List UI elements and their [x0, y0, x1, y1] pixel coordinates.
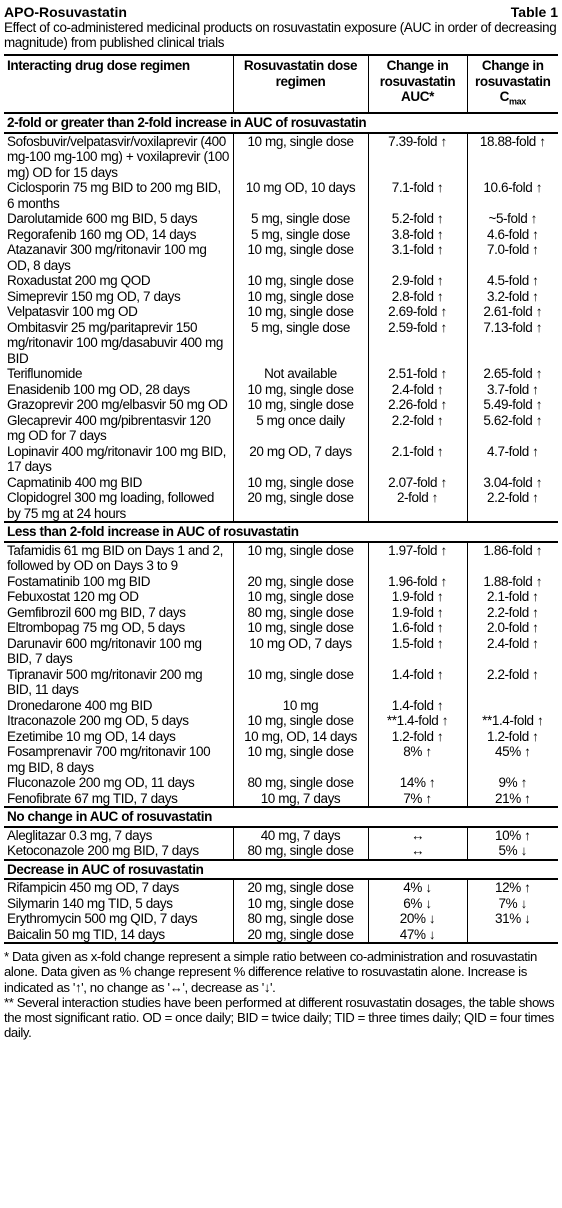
cell-auc-change: 7.39-fold ↑ — [368, 133, 467, 181]
table-row — [4, 211, 558, 227]
cell-cmax-change: 1.88-fold ↑ — [467, 574, 558, 590]
cell-cmax-change: 18.88-fold ↑ — [467, 133, 558, 181]
cell-cmax-change: 2.2-fold ↑ — [467, 605, 558, 621]
table-row — [4, 320, 558, 367]
cell-auc-change: 1.9-fold ↑ — [368, 589, 467, 605]
cell-rosuvastatin-dose: 5 mg, single dose — [233, 211, 368, 227]
table-row — [4, 273, 558, 289]
table-row — [4, 775, 558, 791]
footnotes — [4, 949, 558, 1040]
cell-auc-change: 8% ↑ — [368, 744, 467, 775]
table-row — [4, 242, 558, 273]
cell-drug-regimen: Roxadustat 200 mg QOD — [7, 273, 151, 289]
table-header-row — [4, 55, 558, 113]
cell-rosuvastatin-dose: 10 mg, single dose — [233, 382, 368, 398]
cell-rosuvastatin-dose: 10 mg, 7 days — [233, 791, 368, 808]
cell-cmax-change: 2.2-fold ↑ — [467, 667, 558, 698]
cell-drug-regimen: Gemfibrozil 600 mg BID, 7 days — [7, 604, 186, 620]
cell-cmax-change: 31% ↓ — [467, 911, 558, 927]
cell-drug-regimen: Grazoprevir 200 mg/elbasvir 50 mg OD — [7, 397, 228, 413]
cell-auc-change: 2.07-fold ↑ — [368, 475, 467, 491]
cell-rosuvastatin-dose: 10 mg, single dose — [233, 744, 368, 775]
cell-drug-regimen: Aleglitazar 0.3 mg, 7 days — [7, 827, 152, 843]
table-row — [4, 827, 558, 844]
cell-drug-regimen: Atazanavir 300 mg/ritonavir 100 mg OD, 8 days — [7, 242, 207, 273]
cell-rosuvastatin-dose: 10 mg, single dose — [233, 896, 368, 912]
cell-cmax-change: ~5-fold ↑ — [467, 211, 558, 227]
cell-auc-change: 7.1-fold ↑ — [368, 180, 467, 211]
table-row — [4, 589, 558, 605]
table-row — [4, 911, 558, 927]
cell-auc-change: 2-fold ↑ — [368, 490, 467, 522]
interaction-table — [4, 54, 558, 944]
cell-auc-change: 2.59-fold ↑ — [368, 320, 467, 367]
cell-cmax-change: 4.5-fold ↑ — [467, 273, 558, 289]
cmax-header-subscript: max — [509, 96, 526, 107]
table-row — [4, 180, 558, 211]
cell-rosuvastatin-dose: 5 mg, single dose — [233, 320, 368, 367]
document-title: APO-Rosuvastatin — [4, 4, 127, 20]
cell-cmax-change: 2.0-fold ↑ — [467, 620, 558, 636]
section-title: 2-fold or greater than 2-fold increase in AUC of rosuvastatin — [4, 113, 558, 133]
table-row — [4, 927, 558, 944]
cell-rosuvastatin-dose: 10 mg, single dose — [233, 242, 368, 273]
cell-rosuvastatin-dose: 10 mg, single dose — [233, 397, 368, 413]
cell-cmax-change: 3.2-fold ↑ — [467, 289, 558, 305]
cell-cmax-change: 12% ↑ — [467, 879, 558, 896]
cell-auc-change: 3.8-fold ↑ — [368, 227, 467, 243]
section-header-row — [4, 522, 558, 542]
cell-drug-regimen: Teriflunomide — [7, 366, 83, 382]
cell-rosuvastatin-dose: 40 mg, 7 days — [233, 827, 368, 844]
cell-drug-regimen: Clopidogrel 300 mg loading, followed by 75 mg at 24 hours — [7, 490, 214, 521]
cell-drug-regimen: Tafamidis 61 mg BID on Days 1 and 2, followed by OD on Days 3 to 9 — [7, 542, 223, 574]
table-row — [4, 289, 558, 305]
cell-auc-change: 2.2-fold ↑ — [368, 413, 467, 444]
section-title: Decrease in AUC of rosuvastatin — [4, 860, 558, 880]
cell-rosuvastatin-dose: 80 mg, single dose — [233, 775, 368, 791]
cell-rosuvastatin-dose: 10 mg OD, 7 days — [233, 636, 368, 667]
cell-rosuvastatin-dose: 10 mg — [233, 698, 368, 714]
cell-drug-regimen: Fenofibrate 67 mg TID, 7 days — [7, 790, 178, 806]
cell-drug-regimen: Simeprevir 150 mg OD, 7 days — [7, 288, 181, 304]
cell-drug-regimen: Itraconazole 200 mg OD, 5 days — [7, 713, 189, 729]
col-header-auc-change: Change in rosuvastatin AUC* — [368, 55, 467, 113]
cell-cmax-change: 21% ↑ — [467, 791, 558, 808]
cell-auc-change: 1.5-fold ↑ — [368, 636, 467, 667]
cell-auc-change: 20% ↓ — [368, 911, 467, 927]
cell-cmax-change: 5% ↓ — [467, 843, 558, 860]
cell-rosuvastatin-dose: 10 mg, single dose — [233, 542, 368, 574]
cell-drug-regimen: Fluconazole 200 mg OD, 11 days — [7, 775, 195, 791]
cell-rosuvastatin-dose: 10 mg OD, 10 days — [233, 180, 368, 211]
table-row — [4, 605, 558, 621]
footnote: * Data given as x-fold change represent a simple ratio between co-administration and rosuvastatin alone. Data given as % change represent % difference relative to rosuvastatin alone. Increase is indicated as '↑', no change as '↔', decrease as '↓'. — [4, 949, 537, 995]
cell-auc-change: 1.2-fold ↑ — [368, 729, 467, 745]
cell-auc-change: 7% ↑ — [368, 791, 467, 808]
table-row — [4, 382, 558, 398]
cell-rosuvastatin-dose: 80 mg, single dose — [233, 843, 368, 860]
cell-drug-regimen: Capmatinib 400 mg BID — [7, 474, 142, 490]
cell-drug-regimen: Dronedarone 400 mg BID — [7, 697, 153, 713]
cell-rosuvastatin-dose: 80 mg, single dose — [233, 605, 368, 621]
table-row — [4, 744, 558, 775]
table-row — [4, 791, 558, 808]
section-title: No change in AUC of rosuvastatin — [4, 807, 558, 827]
cell-auc-change: 2.8-fold ↑ — [368, 289, 467, 305]
cell-auc-change: 3.1-fold ↑ — [368, 242, 467, 273]
cell-drug-regimen: Glecaprevir 400 mg/pibrentasvir 120 mg OD for 7 days — [7, 412, 211, 444]
table-row — [4, 413, 558, 444]
cell-drug-regimen: Ezetimibe 10 mg OD, 14 days — [7, 728, 176, 744]
cell-cmax-change — [467, 698, 558, 714]
cell-auc-change: 2.4-fold ↑ — [368, 382, 467, 398]
cell-rosuvastatin-dose: 10 mg, OD, 14 days — [233, 729, 368, 745]
cmax-header-text: Change in rosuvastatin C — [475, 58, 551, 104]
cell-drug-regimen: Febuxostat 120 mg OD — [7, 589, 139, 605]
table-row — [4, 843, 558, 860]
cell-cmax-change: 2.61-fold ↑ — [467, 304, 558, 320]
table-label: Table 1 — [510, 4, 558, 20]
cell-rosuvastatin-dose: 20 mg OD, 7 days — [233, 444, 368, 475]
cell-cmax-change: 3.7-fold ↑ — [467, 382, 558, 398]
cell-cmax-change: 4.6-fold ↑ — [467, 227, 558, 243]
cell-rosuvastatin-dose: 10 mg, single dose — [233, 304, 368, 320]
cell-drug-regimen: Ketoconazole 200 mg BID, 7 days — [7, 843, 199, 859]
document-header — [4, 4, 558, 20]
cell-drug-regimen: Velpatasvir 100 mg OD — [7, 304, 138, 320]
cell-drug-regimen: Fostamatinib 100 mg BID — [7, 573, 151, 589]
cell-auc-change: 2.9-fold ↑ — [368, 273, 467, 289]
cell-drug-regimen: Ombitasvir 25 mg/paritaprevir 150 mg/ritonavir 100 mg/dasabuvir 400 mg BID — [7, 319, 223, 366]
cell-auc-change: **1.4-fold ↑ — [368, 713, 467, 729]
table-row — [4, 636, 558, 667]
footnote: ** Several interaction studies have been performed at different rosuvastatin dosages, the table shows the most significant ratio. OD = once daily; BID = twice daily; TID = three times daily; QID = four times daily. — [4, 994, 555, 1041]
table-row — [4, 713, 558, 729]
cell-rosuvastatin-dose: 10 mg, single dose — [233, 713, 368, 729]
cell-rosuvastatin-dose: 10 mg, single dose — [233, 475, 368, 491]
cell-drug-regimen: Baicalin 50 mg TID, 14 days — [7, 926, 165, 942]
col-header-cmax-change — [467, 55, 558, 113]
table-row — [4, 490, 558, 522]
cell-auc-change: 2.26-fold ↑ — [368, 397, 467, 413]
col-header-rosuvastatin-dose: Rosuvastatin dose regimen — [233, 55, 368, 113]
cell-drug-regimen: Eltrombopag 75 mg OD, 5 days — [7, 620, 185, 636]
table-row — [4, 896, 558, 912]
cell-drug-regimen: Sofosbuvir/velpatasvir/voxilaprevir (400 mg-100 mg-100 mg) + voxilaprevir (100 mg) OD for 15 days — [7, 133, 229, 180]
cell-cmax-change: 7.13-fold ↑ — [467, 320, 558, 367]
table-row — [4, 475, 558, 491]
cell-cmax-change: **1.4-fold ↑ — [467, 713, 558, 729]
cell-drug-regimen: Fosamprenavir 700 mg/ritonavir 100 mg BID, 8 days — [7, 744, 211, 775]
cell-auc-change: 2.69-fold ↑ — [368, 304, 467, 320]
table-row — [4, 227, 558, 243]
cell-auc-change: ↔ — [368, 827, 467, 844]
cell-rosuvastatin-dose: 20 mg, single dose — [233, 490, 368, 522]
table-row — [4, 542, 558, 574]
cell-auc-change: 1.6-fold ↑ — [368, 620, 467, 636]
cell-cmax-change: 7% ↓ — [467, 896, 558, 912]
table-row — [4, 620, 558, 636]
cell-auc-change: 1.9-fold ↑ — [368, 605, 467, 621]
cell-cmax-change: 7.0-fold ↑ — [467, 242, 558, 273]
cell-auc-change: ↔ — [368, 843, 467, 860]
cell-auc-change: 14% ↑ — [368, 775, 467, 791]
cell-rosuvastatin-dose: 5 mg, single dose — [233, 227, 368, 243]
table-row — [4, 667, 558, 698]
cell-cmax-change: 2.2-fold ↑ — [467, 490, 558, 522]
col-header-drug: Interacting drug dose regimen — [4, 55, 233, 113]
cell-cmax-change: 4.7-fold ↑ — [467, 444, 558, 475]
cell-cmax-change: 2.4-fold ↑ — [467, 636, 558, 667]
cell-drug-regimen: Regorafenib 160 mg OD, 14 days — [7, 226, 197, 242]
cell-drug-regimen: Silymarin 140 mg TID, 5 days — [7, 895, 173, 911]
cell-cmax-change: 3.04-fold ↑ — [467, 475, 558, 491]
cell-drug-regimen: Darolutamide 600 mg BID, 5 days — [7, 211, 198, 227]
cell-cmax-change: 45% ↑ — [467, 744, 558, 775]
cell-auc-change: 1.4-fold ↑ — [368, 698, 467, 714]
cell-cmax-change: 2.65-fold ↑ — [467, 366, 558, 382]
cell-auc-change: 5.2-fold ↑ — [368, 211, 467, 227]
cell-cmax-change: 2.1-fold ↑ — [467, 589, 558, 605]
cell-rosuvastatin-dose: 10 mg, single dose — [233, 589, 368, 605]
table-row — [4, 366, 558, 382]
cell-cmax-change: 5.62-fold ↑ — [467, 413, 558, 444]
cell-rosuvastatin-dose: 20 mg, single dose — [233, 927, 368, 944]
cell-auc-change: 2.51-fold ↑ — [368, 366, 467, 382]
cell-rosuvastatin-dose: 20 mg, single dose — [233, 574, 368, 590]
table-row — [4, 133, 558, 181]
cell-rosuvastatin-dose: 10 mg, single dose — [233, 620, 368, 636]
cell-cmax-change: 5.49-fold ↑ — [467, 397, 558, 413]
cell-rosuvastatin-dose: 10 mg, single dose — [233, 667, 368, 698]
cell-rosuvastatin-dose: 10 mg, single dose — [233, 133, 368, 181]
section-header-row — [4, 807, 558, 827]
table-row — [4, 879, 558, 896]
table-row — [4, 444, 558, 475]
cell-auc-change: 47% ↓ — [368, 927, 467, 944]
cell-rosuvastatin-dose: 5 mg once daily — [233, 413, 368, 444]
section-header-row — [4, 860, 558, 880]
cell-drug-regimen: Rifampicin 450 mg OD, 7 days — [7, 880, 179, 896]
cell-auc-change: 2.1-fold ↑ — [368, 444, 467, 475]
cell-auc-change: 4% ↓ — [368, 879, 467, 896]
table-caption: Effect of co-administered medicinal products on rosuvastatin exposure (AUC in order of decreasing magnitude) from published clinical trials — [4, 20, 557, 50]
cell-cmax-change: 10.6-fold ↑ — [467, 180, 558, 211]
section-header-row — [4, 113, 558, 133]
cell-rosuvastatin-dose: Not available — [233, 366, 368, 382]
table-row — [4, 574, 558, 590]
cell-drug-regimen: Darunavir 600 mg/ritonavir 100 mg BID, 7 days — [7, 635, 202, 667]
cell-drug-regimen: Erythromycin 500 mg QID, 7 days — [7, 911, 198, 927]
cell-cmax-change: 9% ↑ — [467, 775, 558, 791]
cell-cmax-change: 10% ↑ — [467, 827, 558, 844]
table-row — [4, 304, 558, 320]
cell-rosuvastatin-dose: 80 mg, single dose — [233, 911, 368, 927]
cell-auc-change: 6% ↓ — [368, 896, 467, 912]
cell-drug-regimen: Lopinavir 400 mg/ritonavir 100 mg BID, 17 days — [7, 443, 226, 475]
cell-rosuvastatin-dose: 10 mg, single dose — [233, 273, 368, 289]
section-title: Less than 2-fold increase in AUC of rosuvastatin — [4, 522, 558, 542]
cell-drug-regimen: Tipranavir 500 mg/ritonavir 200 mg BID, 11 days — [7, 666, 203, 698]
table-row — [4, 698, 558, 714]
table-body — [4, 113, 558, 943]
cell-rosuvastatin-dose: 10 mg, single dose — [233, 289, 368, 305]
cell-cmax-change: 1.86-fold ↑ — [467, 542, 558, 574]
cell-drug-regimen: Enasidenib 100 mg OD, 28 days — [7, 381, 190, 397]
table-row — [4, 397, 558, 413]
cell-auc-change: 1.96-fold ↑ — [368, 574, 467, 590]
cell-auc-change: 1.97-fold ↑ — [368, 542, 467, 574]
cell-rosuvastatin-dose: 20 mg, single dose — [233, 879, 368, 896]
cell-cmax-change: 1.2-fold ↑ — [467, 729, 558, 745]
cell-auc-change: 1.4-fold ↑ — [368, 667, 467, 698]
cell-cmax-change — [467, 927, 558, 944]
cell-drug-regimen: Ciclosporin 75 mg BID to 200 mg BID, 6 months — [7, 180, 221, 211]
table-row — [4, 729, 558, 745]
